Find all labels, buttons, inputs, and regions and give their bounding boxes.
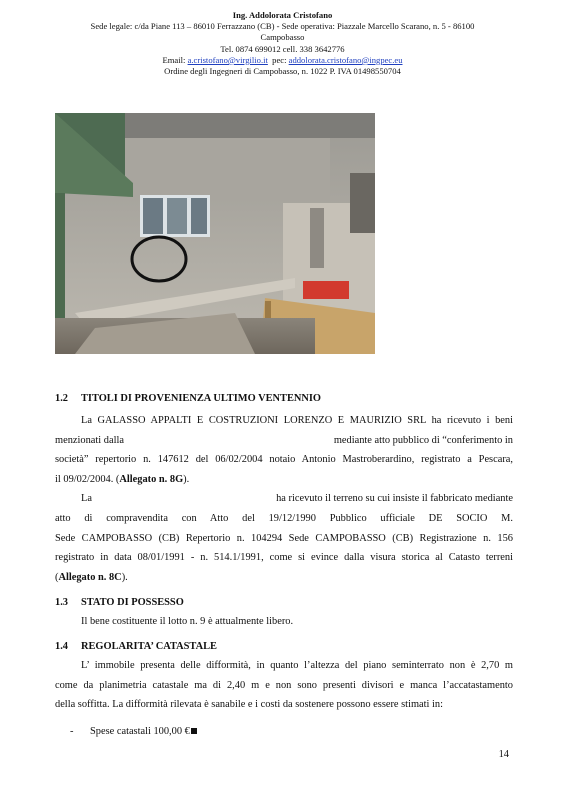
bullet-text: Spese catastali 100,00 €	[90, 726, 190, 737]
section-number: 1.4	[55, 641, 68, 652]
section-1-3-heading	[55, 597, 184, 608]
section-1-4-body	[55, 656, 513, 715]
text-line: registrato in data 08/01/1991 - n. 514.1/1991, come si evince dalla visura storica al Catasto terreni	[55, 552, 513, 564]
text-line	[55, 489, 513, 509]
basement-interior-image	[55, 113, 375, 354]
section-number: 1.2	[55, 393, 68, 404]
list-item	[70, 726, 197, 737]
text-fragment: ha ricevuto il terreno su cui insiste il fabbricato mediante	[276, 493, 513, 505]
bullet-dash: -	[70, 726, 74, 737]
text-line: Il bene costituente il lotto n. 9 è attualmente libero.	[81, 616, 294, 627]
text-line: La GALASSO APPALTI E COSTRUZIONI LORENZO E MAURIZIO SRL ha ricevuto i beni	[81, 415, 513, 426]
text-line	[55, 568, 513, 588]
text-line: come da planimetria catastale ma di 2,40 m e non sono presenti divisori e manca l’accatastamento	[55, 679, 513, 691]
text-fragment: La	[81, 493, 92, 505]
phone-line: Tel. 0874 699012 cell. 338 3642776	[220, 43, 345, 54]
text-line: società” repertorio n. 147612 del 06/02/2004 notaio Antonio Mastroberardino, registrato a Pescara,	[55, 454, 513, 466]
section-title: STATO DI POSSESSO	[81, 597, 184, 608]
email-label: Email:	[162, 54, 188, 65]
email-link[interactable]: a.cristofano@virgilio.it	[187, 54, 268, 65]
attachment-ref: Allegato n. 8C	[58, 571, 122, 583]
text-line: atto di compravendita con Atto del 19/12/1990 Pubblico ufficiale DE SOCIO M.	[55, 512, 513, 524]
pec-link[interactable]: addolorata.cristofano@ingpec.eu	[288, 54, 403, 65]
text-line: Sede CAMPOBASSO (CB) Repertorio n. 104294 Sede CAMPOBASSO (CB) Registrazione n. 156	[55, 532, 513, 544]
section-title: REGOLARITA’ CATASTALE	[81, 641, 217, 652]
address-city: Campobasso	[260, 32, 305, 43]
email-line	[40, 55, 525, 66]
text-line	[55, 431, 513, 451]
address-line: Sede legale: c/da Piane 113 – 86010 Ferrazzano (CB) - Sede operativa: Piazzale Marcello Scarano, n. 5 - 86100	[90, 21, 475, 32]
attachment-ref: Allegato n. 8G	[119, 473, 184, 485]
text-fragment: ).	[121, 571, 128, 583]
page-number: 14	[498, 749, 509, 760]
engineer-name: Ing. Addolorata Cristofano	[232, 10, 333, 20]
pec-label: pec:	[267, 54, 289, 65]
section-1-2-body	[55, 411, 513, 587]
text-line: L’ immobile presenta delle difformità, in quanto l’altezza del piano seminterrato non è 2,70 m	[81, 660, 513, 671]
registration-line: Ordine degli Ingegneri di Campobasso, n. 1022 P. IVA 01498550704	[164, 66, 401, 77]
letterhead	[40, 10, 525, 77]
section-1-2-heading	[55, 393, 321, 404]
section-number: 1.3	[55, 597, 68, 608]
text-fragment: (	[55, 571, 59, 583]
text-line	[55, 470, 513, 490]
property-photo	[55, 113, 375, 354]
text-fragment: menzionati dalla	[55, 434, 124, 446]
section-1-4-heading	[55, 641, 217, 652]
text-fragment: ).	[183, 473, 190, 485]
section-1-3-body	[55, 612, 513, 632]
text-line: della soffitta. La difformità rilevata è sanabile e i costi da sostenere possono essere stimati in:	[55, 699, 443, 711]
square-marker-icon	[191, 728, 197, 734]
text-fragment: il 09/02/2004. (	[55, 473, 120, 485]
section-title: TITOLI DI PROVENIENZA ULTIMO VENTENNIO	[81, 393, 322, 404]
text-fragment: mediante atto pubblico di “conferimento in	[333, 434, 513, 446]
